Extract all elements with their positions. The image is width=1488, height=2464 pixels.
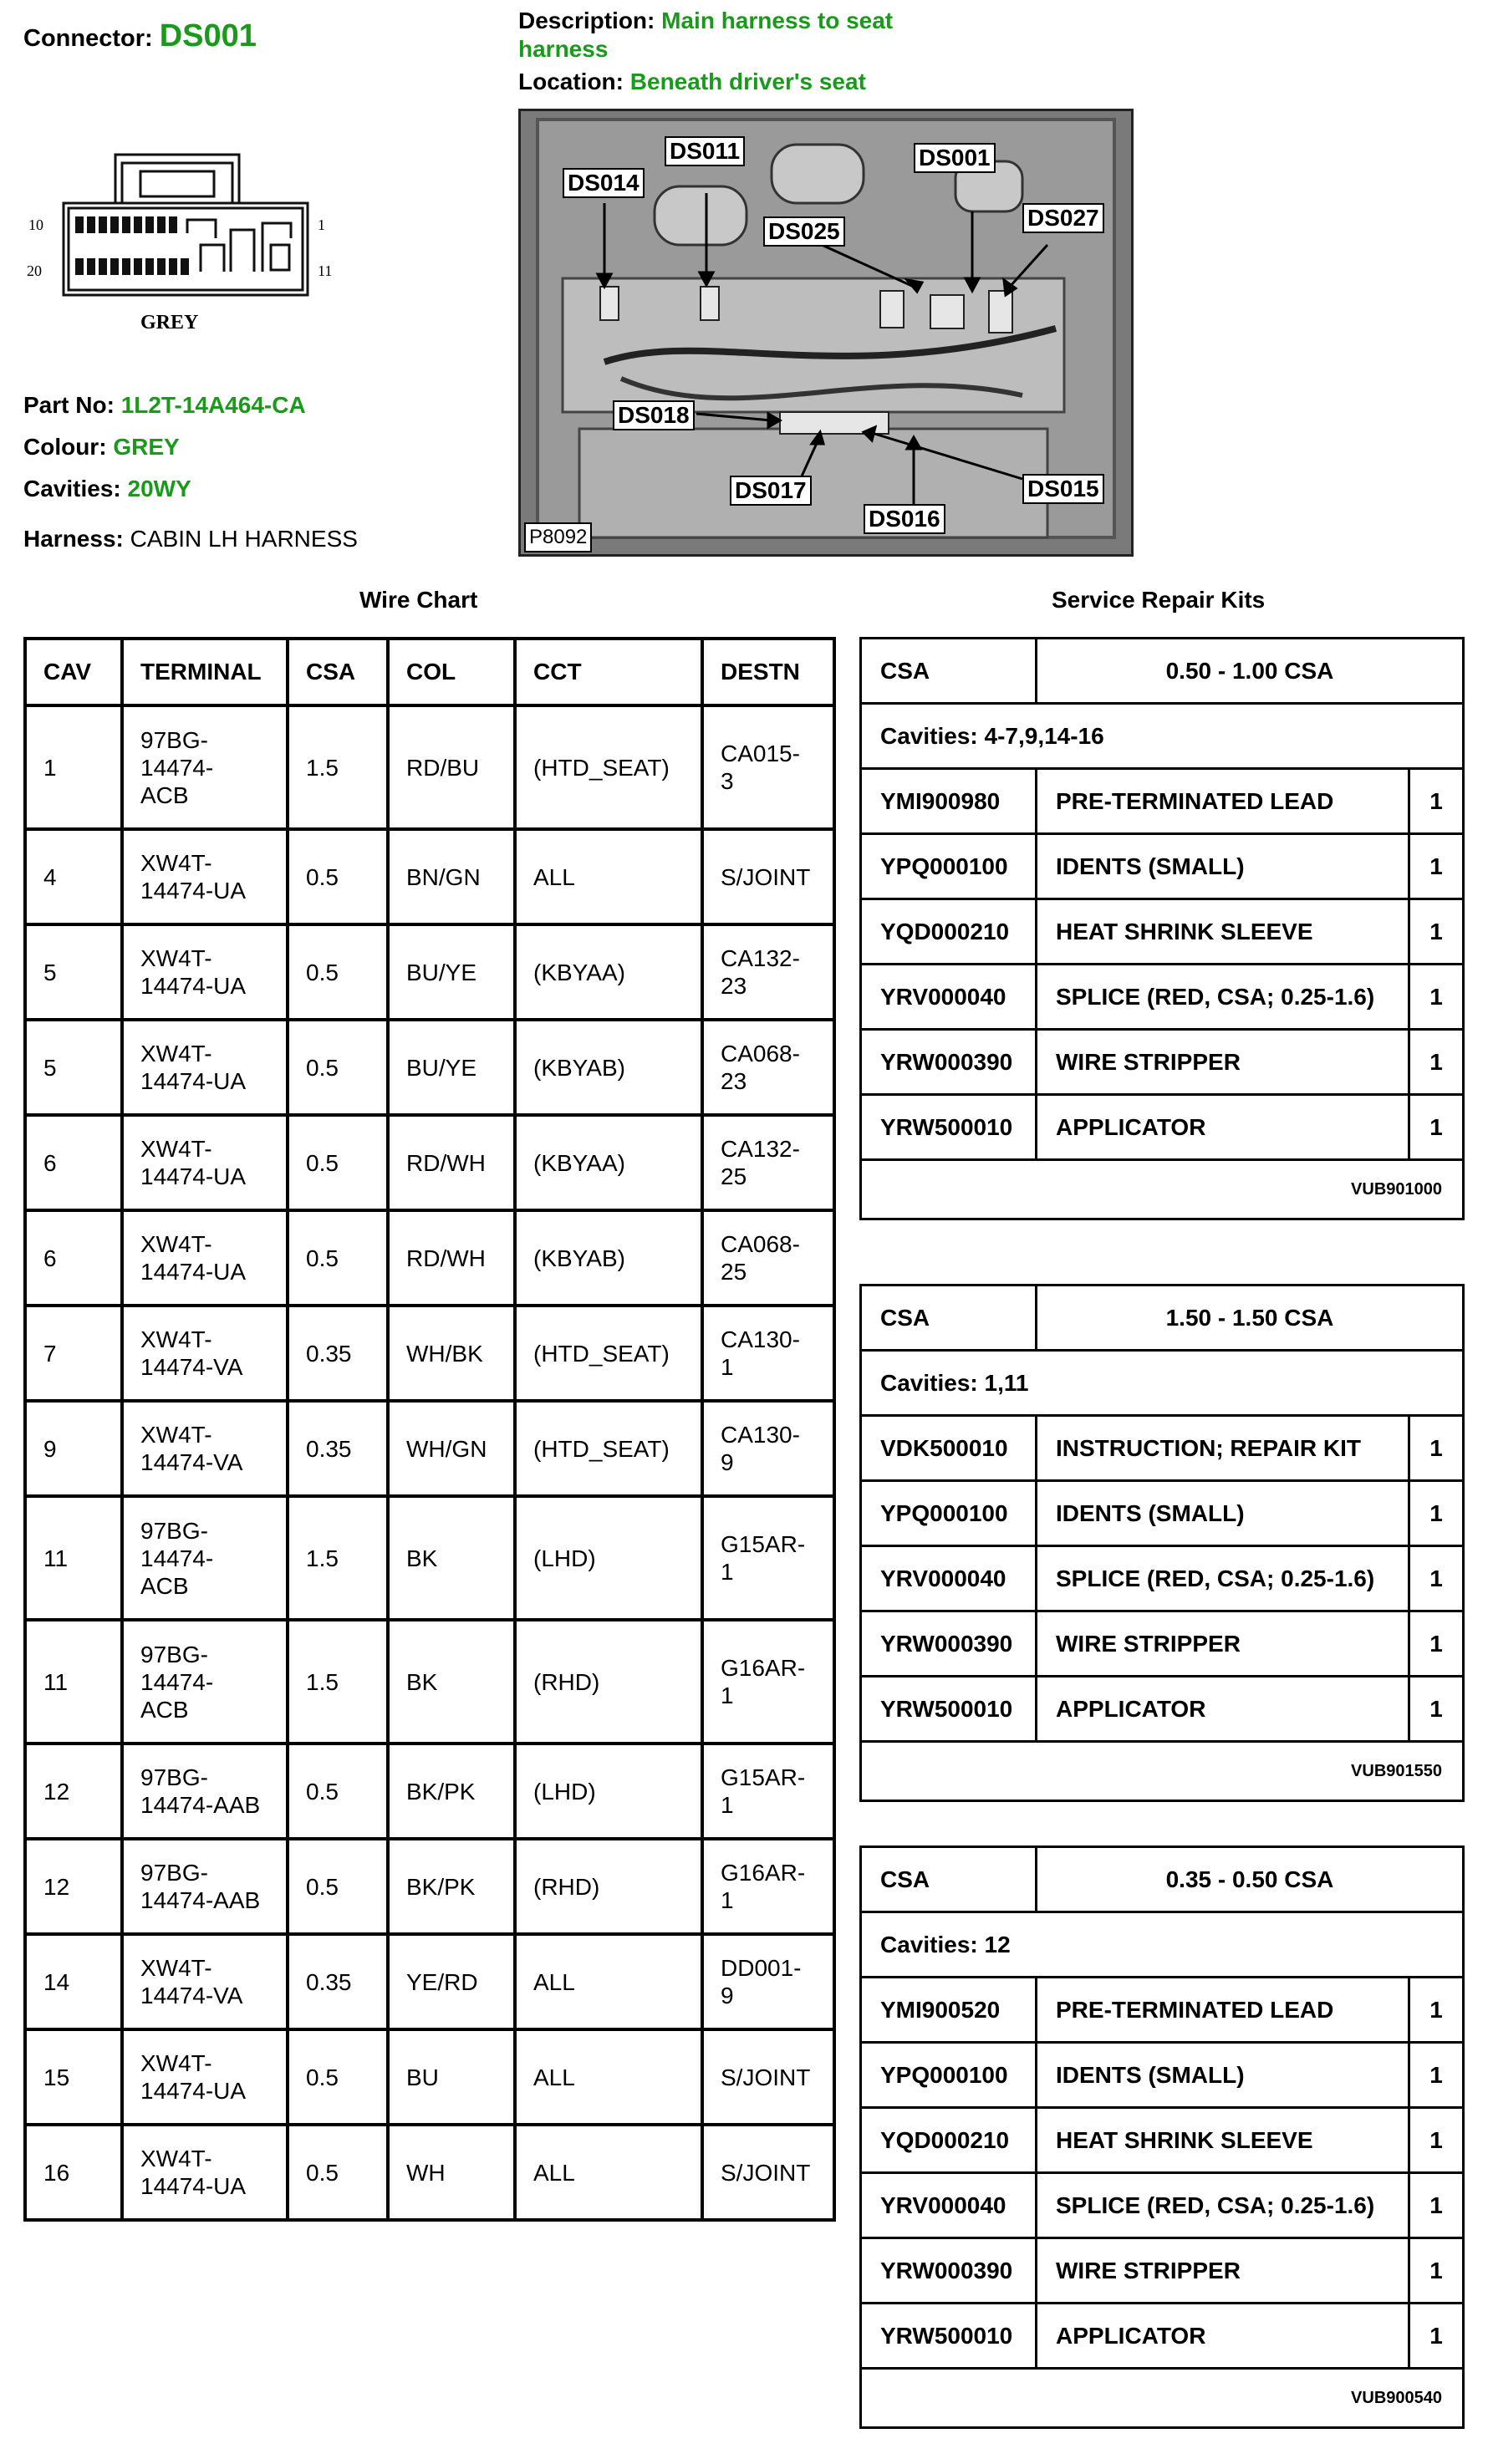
wire-chart-header-row [25,639,834,705]
kit-csa-range: 0.50 - 1.00 CSA [1037,639,1464,704]
location-block [518,69,866,95]
kit-item-description: APPLICATOR [1037,1095,1409,1160]
wire-chart-row [25,705,834,829]
kit-ref: VUB900540 [861,2369,1464,2428]
kit-ref: VUB901550 [861,1742,1464,1801]
kit-item-row [861,834,1464,899]
wire-chart-row [25,1744,834,1839]
cav-cell: 15 [25,2029,122,2125]
terminal-cell: XW4T- 14474-VA [122,1401,288,1496]
destn-cell: CA132- 23 [702,924,834,1020]
cct-cell: (HTD_SEAT) [515,1306,702,1401]
cav-cell: 6 [25,1115,122,1210]
kit-item-description: IDENTS (SMALL) [1037,1481,1409,1546]
callout-ds014: DS014 [563,168,645,198]
cavities-value: 20WY [127,476,191,501]
kit-item-code: YRV000040 [861,1546,1037,1611]
kit-item-code: YRW000390 [861,1611,1037,1677]
kit-cavities-row [861,704,1464,769]
col-cell: BK/PK [388,1744,515,1839]
cct-cell: (RHD) [515,1839,702,1934]
terminal-cell: XW4T- 14474-VA [122,1306,288,1401]
repair-kit-table [859,1845,1465,2429]
csa-cell: 0.5 [288,924,388,1020]
kit-item-description: WIRE STRIPPER [1037,2238,1409,2304]
callout-ds025: DS025 [763,216,845,247]
kit-item-qty: 1 [1409,2108,1464,2173]
col-cell: BK [388,1620,515,1744]
kit-item-qty: 1 [1409,899,1464,965]
col-cct: CCT [515,639,702,705]
kit-item-row [861,1416,1464,1481]
terminal-cell: 97BG- 14474- ACB [122,1496,288,1620]
terminal-cell: XW4T- 14474-UA [122,829,288,924]
kit-item-row [861,1095,1464,1160]
cav-cell: 12 [25,1744,122,1839]
wire-chart-row [25,1115,834,1210]
cct-cell: (HTD_SEAT) [515,705,702,829]
callout-ds016: DS016 [864,504,945,534]
kit-csa-label: CSA [861,1285,1037,1351]
kit-item-row [861,1481,1464,1546]
wire-chart-row [25,2125,834,2220]
kit-item-row [861,899,1464,965]
csa-cell: 0.5 [288,1839,388,1934]
callout-ds027: DS027 [1022,203,1104,233]
kit-csa-range: 0.35 - 0.50 CSA [1037,1847,1464,1912]
csa-cell: 1.5 [288,1620,388,1744]
callout-ds018: DS018 [613,400,695,430]
terminal-cell: XW4T- 14474-UA [122,1115,288,1210]
csa-cell: 1.5 [288,705,388,829]
col-cav: CAV [25,639,122,705]
kit-item-description: SPLICE (RED, CSA; 0.25-1.6) [1037,2173,1409,2238]
kit-csa-label: CSA [861,639,1037,704]
part-value: 1L2T-14A464-CA [120,392,306,418]
col-cell: RD/WH [388,1210,515,1306]
kit-ref: VUB901000 [861,1160,1464,1219]
cct-cell: (RHD) [515,1620,702,1744]
wire-chart-row [25,1934,834,2029]
kit-header-row [861,1285,1464,1351]
connector-colour-text: GREY [140,312,199,333]
cct-cell: ALL [515,1934,702,2029]
cav-cell: 9 [25,1401,122,1496]
col-csa: CSA [288,639,388,705]
terminal-cell: XW4T- 14474-UA [122,1210,288,1306]
kit-item-code: YRW000390 [861,1030,1037,1095]
kit-item-qty: 1 [1409,1416,1464,1481]
kit-item-code: YQD000210 [861,899,1037,965]
col-cell: WH/GN [388,1401,515,1496]
cav-cell: 7 [25,1306,122,1401]
harness-label: Harness: [23,526,124,552]
cct-cell: (KBYAB) [515,1210,702,1306]
kit-cavities: Cavities: 4-7,9,14-16 [861,704,1464,769]
cct-cell: (HTD_SEAT) [515,1401,702,1496]
cct-cell: (LHD) [515,1496,702,1620]
csa-cell: 0.35 [288,1401,388,1496]
destn-cell: CA068- 23 [702,1020,834,1115]
cct-cell: ALL [515,2029,702,2125]
col-cell: WH/BK [388,1306,515,1401]
wire-chart-row [25,829,834,924]
csa-cell: 0.5 [288,1020,388,1115]
col-cell: BK/PK [388,1839,515,1934]
kit-ref-row [861,1742,1464,1801]
kit-item-description: SPLICE (RED, CSA; 0.25-1.6) [1037,1546,1409,1611]
location-photo [518,109,1134,557]
kit-item-description: IDENTS (SMALL) [1037,2043,1409,2108]
cav-cell: 12 [25,1839,122,1934]
kit-item-description: PRE-TERMINATED LEAD [1037,1978,1409,2043]
terminal-cell: 97BG- 14474- ACB [122,705,288,829]
kit-item-qty: 1 [1409,1978,1464,2043]
cav-cell: 16 [25,2125,122,2220]
terminal-cell: 97BG- 14474-AAB [122,1839,288,1934]
part-number-row [23,384,358,426]
kit-item-qty: 1 [1409,2173,1464,2238]
destn-cell: CA015- 3 [702,705,834,829]
cct-cell: (KBYAA) [515,1115,702,1210]
pin-1-label: 1 [318,216,325,233]
kit-item-row [861,1611,1464,1677]
colour-value: GREY [113,434,180,460]
connector-face-svg [23,146,341,339]
location-label: Location: [518,69,624,94]
callout-ds001: DS001 [914,143,996,173]
pin-10-label: 10 [28,216,43,233]
kit-item-row [861,769,1464,834]
repair-kit-table [859,637,1465,1220]
col-cell: BK [388,1496,515,1620]
kit-item-row [861,2173,1464,2238]
destn-cell: G16AR- 1 [702,1839,834,1934]
pin-11-label: 11 [318,262,333,279]
kit-cavities-row [861,1351,1464,1416]
cct-cell: ALL [515,2125,702,2220]
terminal-cell: XW4T- 14474-UA [122,2029,288,2125]
kit-item-qty: 1 [1409,2238,1464,2304]
description-label: Description: [518,8,655,33]
cct-cell: (LHD) [515,1744,702,1839]
wire-chart-body [25,705,834,2220]
col-cell: RD/BU [388,705,515,829]
cav-cell: 5 [25,924,122,1020]
kit-item-code: YRW000390 [861,2238,1037,2304]
kit-item-description: HEAT SHRINK SLEEVE [1037,2108,1409,2173]
csa-cell: 0.5 [288,1744,388,1839]
kit-item-row [861,1546,1464,1611]
col-cell: YE/RD [388,1934,515,2029]
kit-item-row [861,1677,1464,1742]
wire-chart-row [25,1496,834,1620]
cct-cell: (KBYAB) [515,1020,702,1115]
destn-cell: CA130- 1 [702,1306,834,1401]
col-col: COL [388,639,515,705]
csa-cell: 0.35 [288,1934,388,2029]
kit-cavities: Cavities: 12 [861,1912,1464,1978]
cav-cell: 5 [25,1020,122,1115]
description-block [518,7,986,64]
kit-cavities-row [861,1912,1464,1978]
wire-chart-row [25,1306,834,1401]
csa-cell: 0.5 [288,1115,388,1210]
cavities-row [23,468,358,510]
info-block [23,384,358,560]
wire-chart-row [25,1210,834,1306]
cav-cell: 11 [25,1496,122,1620]
cav-cell: 1 [25,705,122,829]
wire-chart-row [25,1401,834,1496]
kit-header-row [861,1847,1464,1912]
kit-item-qty: 1 [1409,1546,1464,1611]
kit-item-qty: 1 [1409,1611,1464,1677]
kit-item-description: WIRE STRIPPER [1037,1611,1409,1677]
connector-face-diagram [23,146,341,339]
cav-cell: 14 [25,1934,122,2029]
callout-ds017: DS017 [730,476,812,506]
kit-item-description: APPLICATOR [1037,1677,1409,1742]
destn-cell: DD001- 9 [702,1934,834,2029]
kit-item-qty: 1 [1409,1095,1464,1160]
terminal-cell: XW4T- 14474-UA [122,2125,288,2220]
kit-item-code: YRW500010 [861,1677,1037,1742]
kit-item-qty: 1 [1409,769,1464,834]
kit-cavities: Cavities: 1,11 [861,1351,1464,1416]
kit-csa-range: 1.50 - 1.50 CSA [1037,1285,1464,1351]
cavities-label: Cavities: [23,476,121,501]
kit-csa-label: CSA [861,1847,1037,1912]
cct-cell: (KBYAA) [515,924,702,1020]
harness-row [23,518,358,560]
cct-cell: ALL [515,829,702,924]
col-cell: BU/YE [388,1020,515,1115]
wire-chart-table [23,637,836,2222]
kit-item-code: YPQ000100 [861,834,1037,899]
kit-item-code: YPQ000100 [861,1481,1037,1546]
destn-cell: G16AR- 1 [702,1620,834,1744]
kit-item-row [861,1978,1464,2043]
cav-cell: 4 [25,829,122,924]
wire-chart-row [25,1839,834,1934]
destn-cell: CA130- 9 [702,1401,834,1496]
destn-cell: S/JOINT [702,2029,834,2125]
kit-ref-row [861,1160,1464,1219]
description-value: Main harness to seat harness [518,8,894,62]
col-destn: DESTN [702,639,834,705]
kit-item-qty: 1 [1409,834,1464,899]
kit-item-code: YRW500010 [861,2304,1037,2369]
kit-item-row [861,2238,1464,2304]
wire-chart-row [25,1620,834,1744]
part-label: Part No: [23,392,115,418]
kit-item-qty: 1 [1409,1677,1464,1742]
col-cell: BN/GN [388,829,515,924]
kit-item-row [861,1030,1464,1095]
connector-id: DS001 [159,18,257,53]
colour-row [23,426,358,468]
kit-item-qty: 1 [1409,965,1464,1030]
callout-ds015: DS015 [1022,474,1104,504]
terminal-cell: 97BG- 14474- ACB [122,1620,288,1744]
kit-item-qty: 1 [1409,1030,1464,1095]
col-cell: RD/WH [388,1115,515,1210]
kit-item-row [861,2108,1464,2173]
destn-cell: CA068- 25 [702,1210,834,1306]
kit-item-code: YPQ000100 [861,2043,1037,2108]
kit-item-description: INSTRUCTION; REPAIR KIT [1037,1416,1409,1481]
harness-value: CABIN LH HARNESS [130,526,358,552]
kit-item-description: HEAT SHRINK SLEEVE [1037,899,1409,965]
destn-cell: CA132- 25 [702,1115,834,1210]
kit-item-description: IDENTS (SMALL) [1037,834,1409,899]
kit-item-qty: 1 [1409,2043,1464,2108]
kit-header-row [861,639,1464,704]
col-terminal: TERMINAL [122,639,288,705]
kit-item-row [861,965,1464,1030]
destn-cell: S/JOINT [702,829,834,924]
kit-item-code: YQD000210 [861,2108,1037,2173]
kit-item-qty: 1 [1409,1481,1464,1546]
csa-cell: 0.5 [288,829,388,924]
kit-item-description: APPLICATOR [1037,2304,1409,2369]
wire-chart-row [25,2029,834,2125]
kit-item-row [861,2304,1464,2369]
kit-item-description: PRE-TERMINATED LEAD [1037,769,1409,834]
terminal-cell: XW4T- 14474-UA [122,924,288,1020]
kit-item-code: YRW500010 [861,1095,1037,1160]
colour-label: Colour: [23,434,107,460]
cav-cell: 11 [25,1620,122,1744]
kit-ref-row [861,2369,1464,2428]
csa-cell: 0.5 [288,1210,388,1306]
csa-cell: 0.5 [288,2125,388,2220]
csa-cell: 1.5 [288,1496,388,1620]
pin-20-label: 20 [27,262,42,279]
csa-cell: 0.35 [288,1306,388,1401]
kit-item-code: YRV000040 [861,2173,1037,2238]
csa-cell: 0.5 [288,2029,388,2125]
col-cell: BU/YE [388,924,515,1020]
callout-ds011: DS011 [665,136,745,166]
location-value: Beneath driver's seat [629,69,866,94]
kit-item-description: WIRE STRIPPER [1037,1030,1409,1095]
col-cell: WH [388,2125,515,2220]
kit-item-row [861,2043,1464,2108]
destn-cell: G15AR- 1 [702,1496,834,1620]
kit-item-description: SPLICE (RED, CSA; 0.25-1.6) [1037,965,1409,1030]
kit-item-code: YMI900980 [861,769,1037,834]
destn-cell: G15AR- 1 [702,1744,834,1839]
wire-chart-row [25,924,834,1020]
kit-item-code: VDK500010 [861,1416,1037,1481]
destn-cell: S/JOINT [702,2125,834,2220]
terminal-cell: XW4T- 14474-VA [122,1934,288,2029]
photo-id: P8092 [524,522,592,552]
kit-item-code: YMI900520 [861,1978,1037,2043]
connector-heading [23,18,257,54]
kit-item-code: YRV000040 [861,965,1037,1030]
wire-chart-title: Wire Chart [359,587,478,613]
repair-kit-table [859,1284,1465,1802]
col-cell: BU [388,2029,515,2125]
connector-label: Connector: [23,25,153,52]
kit-item-qty: 1 [1409,2304,1464,2369]
terminal-cell: 97BG- 14474-AAB [122,1744,288,1839]
wire-chart-row [25,1020,834,1115]
terminal-cell: XW4T- 14474-UA [122,1020,288,1115]
repair-kits-title: Service Repair Kits [1052,587,1266,613]
cav-cell: 6 [25,1210,122,1306]
